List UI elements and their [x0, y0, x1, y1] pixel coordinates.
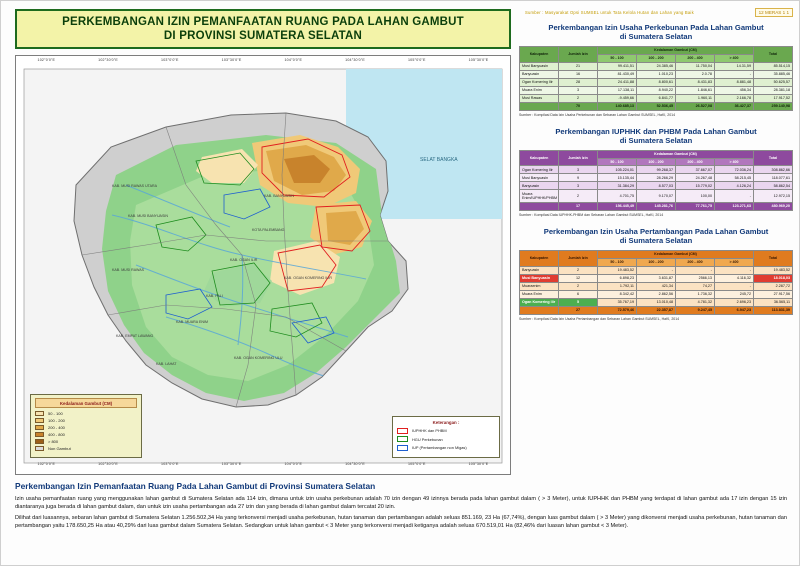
- cell-d1: 15.135,44: [598, 174, 637, 182]
- th-group-depth: Kedalaman Gambut (CM): [598, 250, 754, 258]
- cell-d2: 2.862,56: [637, 290, 676, 298]
- table-iuphhk: [519, 150, 793, 211]
- th-total: Total: [754, 150, 793, 166]
- map-grid-label: 105°0'0"E: [407, 58, 426, 62]
- cell-d2: 28.266,29: [637, 174, 676, 182]
- cell-total-label: [520, 306, 559, 314]
- cell-d1: 81.430,49: [598, 70, 637, 78]
- cell-izin: 3: [559, 166, 598, 174]
- cell-kabupaten: Musi Rawas: [520, 94, 559, 102]
- svg-text:KAB. MUSI RAWAS: KAB. MUSI RAWAS: [112, 268, 145, 272]
- map-grid-label: 105°30'0"E: [468, 462, 489, 466]
- svg-text:KAB. EMPAT LAWANG: KAB. EMPAT LAWANG: [116, 334, 154, 338]
- cell-d3: 15.779,02: [676, 182, 715, 190]
- th-group-depth: Kedalaman Gambut (CM): [598, 46, 754, 54]
- legend-swatch-icon: [35, 432, 44, 437]
- table-row: [520, 282, 793, 290]
- cell-kabupaten: Banyuasin: [520, 182, 559, 190]
- cell-total-d4: 123.271,63: [715, 203, 754, 211]
- cell-d2: 9.170,07: [637, 190, 676, 203]
- cell-total-izin: 70: [559, 102, 598, 110]
- map-grid-label: 102°0'0"E: [37, 58, 56, 62]
- legend-permit-item: [397, 436, 495, 442]
- cell-d3: 8.431,83: [676, 78, 715, 86]
- cell-d3: 24.267,48: [676, 174, 715, 182]
- cell-d2: -: [637, 266, 676, 274]
- cell-total-d3: 9.247,45: [676, 306, 715, 314]
- table2-title-line2: di Sumatera Selatan: [619, 136, 693, 146]
- legend-depth-title: Kedalaman Gambut (CM): [35, 398, 137, 408]
- legend-depth-label: Non Gambut: [48, 446, 71, 451]
- svg-text:KAB. MUSI BANYUASIN: KAB. MUSI BANYUASIN: [128, 214, 168, 218]
- table1-title: [519, 23, 793, 42]
- legend-outline-icon: [397, 428, 408, 434]
- table-row: [520, 70, 793, 78]
- cell-d1: -9.459,66: [598, 94, 637, 102]
- legend-depth-item: [35, 432, 137, 437]
- legend-swatch-icon: [35, 411, 44, 416]
- map-grid-label: 104°30'0"E: [345, 58, 365, 62]
- cell-d1: 105.224,01: [598, 166, 637, 174]
- svg-text:SELAT BANGKA: SELAT BANGKA: [420, 157, 458, 163]
- legend-depth-label: 200 - 400: [48, 425, 65, 430]
- svg-text:KOTA PALEMBANG: KOTA PALEMBANG: [252, 228, 285, 232]
- th-depth-4: > 400: [715, 258, 754, 266]
- cell-d1: 4.701,75: [598, 190, 637, 203]
- cell-kabupaten: Muara Enim/IUPHHK/PHBM: [520, 190, 559, 203]
- cell-d4: 245,72: [715, 290, 754, 298]
- map-legend-depth: [30, 394, 142, 458]
- cell-total-sum: 113.831,39: [754, 306, 793, 314]
- cell-kabupaten: Banyuasin: [520, 266, 559, 274]
- cell-d2: 1.010,23: [637, 70, 676, 78]
- th-group-depth: Kedalaman Gambut (CM): [598, 150, 754, 158]
- cell-kabupaten: Muaraenim: [520, 282, 559, 290]
- cell-total-d2: 52.536,45: [637, 102, 676, 110]
- cell-d1: 8.342,42: [598, 290, 637, 298]
- table1-title-line1: Perkembangan Izin Usaha Perkebunan Pada Lahan Gambut: [548, 23, 764, 32]
- th-depth-2: 100 - 200: [637, 158, 676, 166]
- th-depth-1: 50 - 100: [598, 158, 637, 166]
- section-iuphhk: [519, 127, 793, 217]
- table-row: [520, 78, 793, 86]
- legend-depth-label: 50 - 100: [48, 411, 63, 416]
- cell-kabupaten: Banyuasin: [520, 70, 559, 78]
- th-depth-1: 50 - 100: [598, 258, 637, 266]
- cell-d2: 8.800,61: [637, 78, 676, 86]
- svg-text:KAB. BANYUASIN: KAB. BANYUASIN: [264, 194, 294, 198]
- table3-source: Sumber : Kompilasi Data Izin Usaha Pertambangan dan Sebaran Lahan Gambut SUMSEL, HaKI, 2014: [519, 316, 680, 321]
- cell-d4: -: [715, 266, 754, 274]
- page-title-line1: PERKEMBANGAN IZIN PEMANFAATAN RUANG PADA LAHAN GAMBUT: [62, 15, 464, 28]
- narrative-paragraph-1: Izin usaha pemanfaatan ruang yang menggunakan lahan gambut di Sumatera Selatan ada 114 izin, dimana untuk izin usaha perkebunan adalah 70 izin dengan 49 izinnya berada pada lahan gambut dalam ( > 3 Meter), untuk IUPHHK dan PHBM yang terdapat di lahan gambut ada 17 izin dengan 15 izin diantaranya juga berada di lahan gambut dalam, dan untuk izin usaha pertambangan ada 27 izin dan yang berada di lahan gambut dalam tercatat 20 izin.: [15, 496, 787, 511]
- legend-permit-item: [397, 428, 495, 434]
- th-total: Total: [754, 46, 793, 62]
- cell-d3: 4.781,32: [676, 298, 715, 306]
- cell-d3: 1.960,11: [676, 94, 715, 102]
- table-total-row: [520, 203, 793, 211]
- cell-d3: 2566,13: [676, 274, 715, 282]
- table3-title-line2: di Sumatera Selatan: [619, 236, 693, 246]
- cell-d1: 1.792,11: [598, 282, 637, 290]
- cell-total-d4: 36.427,37: [715, 102, 754, 110]
- map-grid-label: 103°0'0"E: [161, 58, 179, 62]
- table-total-row: [520, 102, 793, 110]
- cell-d4: 456,34: [715, 86, 754, 94]
- th-kabupaten: Kabupaten: [520, 250, 559, 266]
- cell-kabupaten: Musi Banyuasin: [520, 62, 559, 70]
- cell-d2: 3.631,87: [637, 274, 676, 282]
- cell-total: 85.514,15: [754, 62, 793, 70]
- table3-title: [519, 227, 793, 246]
- cell-d1: 35.767,19: [598, 298, 637, 306]
- map-grid-label: 103°0'0"E: [161, 462, 179, 466]
- legend-depth-item: [35, 446, 137, 451]
- cell-d2: 421,34: [637, 282, 676, 290]
- legend-depth-item: [35, 411, 137, 416]
- cell-d1: 99.411,51: [598, 62, 637, 70]
- cell-d4: -: [715, 70, 754, 78]
- cell-d4: 8.881,48: [715, 78, 754, 86]
- legend-permit-item: [397, 445, 495, 451]
- cell-d2: 8.940,22: [637, 86, 676, 94]
- cell-d2: 6.841,77: [637, 94, 676, 102]
- cell-d3: 100,00: [676, 190, 715, 203]
- legend-depth-item: [35, 425, 137, 430]
- table-pertambangan: [519, 250, 793, 315]
- map-grid-label: 102°30'0"E: [98, 58, 118, 62]
- cell-izin: 28: [559, 78, 598, 86]
- page-title-line2: DI PROVINSI SUMATERA SELATAN: [163, 30, 363, 42]
- cell-total-label: [520, 102, 559, 110]
- cell-total: 36.565,11: [754, 298, 793, 306]
- svg-text:KAB. PALI: KAB. PALI: [206, 294, 223, 298]
- table-total-row: [520, 306, 793, 314]
- cell-d2: 8.577,03: [637, 182, 676, 190]
- legend-swatch-icon: [35, 446, 44, 451]
- cell-d4: 72.036,24: [715, 166, 754, 174]
- map-grid-label: 103°30'0"E: [221, 462, 242, 466]
- cell-total: 58.862,54: [754, 182, 793, 190]
- legend-depth-item: [35, 439, 137, 444]
- cell-kabupaten: Musi Banyuasin: [520, 274, 559, 282]
- legend-swatch-icon: [35, 425, 44, 430]
- map-grid-label: 102°0'0"E: [37, 462, 56, 466]
- map-grid-label: 104°30'0"E: [345, 462, 365, 466]
- cell-izin: 2: [559, 94, 598, 102]
- cell-total-d3: 26.527,08: [676, 102, 715, 110]
- th-jumlah-izin: Jumlah Izin: [559, 250, 598, 266]
- cell-izin: 2: [559, 190, 598, 203]
- cell-total-izin: 17: [559, 203, 598, 211]
- cell-d3: 2.0.78: [676, 70, 715, 78]
- narrative-section: [15, 481, 787, 533]
- cell-d4: -: [715, 190, 754, 203]
- map-grid-label: 105°30'0"E: [468, 58, 489, 62]
- cell-d2: 13.010,48: [637, 298, 676, 306]
- table-row: [520, 290, 793, 298]
- table2-title-line1: Perkembangan IUPHHK dan PHBM Pada Lahan Gambut: [555, 126, 757, 136]
- th-depth-3: 200 - 400: [676, 54, 715, 62]
- table1-title-line2: di Sumatera Selatan: [619, 32, 693, 42]
- cell-total: 50.625,57: [754, 78, 793, 86]
- legend-swatch-icon: [35, 418, 44, 423]
- table2-title: [519, 127, 793, 146]
- cell-d1: 19.483,52: [598, 266, 637, 274]
- section-perkebunan: [519, 23, 793, 117]
- table-row: [520, 298, 793, 306]
- cell-total-d1: 72.579,46: [598, 306, 637, 314]
- cell-total-izin: 27: [559, 306, 598, 314]
- th-depth-1: 50 - 100: [598, 54, 637, 62]
- cell-d4: 4.126,24: [715, 182, 754, 190]
- cell-izin: 5: [559, 298, 598, 306]
- cell-izin: 12: [559, 274, 598, 282]
- legend-swatch-icon: [35, 439, 44, 444]
- legend-permit-title: Keterangan :: [432, 419, 460, 425]
- cell-kabupaten: Ogan Komering Ilir: [520, 298, 559, 306]
- cell-total-d1: 156.445,49: [598, 203, 637, 211]
- map-grid-label: 104°0'0"E: [284, 462, 303, 466]
- cell-d4: -: [715, 282, 754, 290]
- page-title: [15, 9, 511, 49]
- table-row: [520, 182, 793, 190]
- cell-d3: -: [676, 266, 715, 274]
- cell-d1: 31.384,29: [598, 182, 637, 190]
- cell-izin: 21: [559, 62, 598, 70]
- cell-d2: 99.268,37: [637, 166, 676, 174]
- table-row: [520, 190, 793, 203]
- cell-d4: 2.696,23: [715, 298, 754, 306]
- cell-total-sum: 259.140,98: [754, 102, 793, 110]
- map-longitude-labels-bottom: [16, 462, 510, 472]
- cell-total-d4: 6.947,23: [715, 306, 754, 314]
- table1-source: Sumber : Kompilasi Data Izin Usaha Perkebunan dan Sebaran Lahan Gambut SUMSEL, HaKI, 2014: [519, 112, 676, 117]
- legend-outline-icon: [397, 436, 408, 442]
- svg-text:KAB. LAHAT: KAB. LAHAT: [156, 362, 177, 366]
- cell-izin: 2: [559, 282, 598, 290]
- table-row: [520, 94, 793, 102]
- cell-d3: 11.750,04: [676, 62, 715, 70]
- svg-text:KAB. OGAN KOMERING ILIR: KAB. OGAN KOMERING ILIR: [284, 276, 332, 280]
- table2-source: Sumber : Kompilasi Data IUPHHK-PHBM dan Sebaran Lahan Gambut SUMSEL, HaKI, 2014: [519, 213, 664, 217]
- map-panel[interactable]: [15, 55, 511, 475]
- cell-d4: 2.166,78: [715, 94, 754, 102]
- table3-title-line1: Perkembangan Izin Usaha Pertambangan Pada Lahan Gambut: [543, 227, 769, 236]
- cell-d1: 6.898,23: [598, 274, 637, 282]
- th-total: Total: [754, 250, 793, 266]
- cell-total-d2: 22.357,87: [637, 306, 676, 314]
- cell-d3: 74,27: [676, 282, 715, 290]
- legend-permit-label: IUP (Pertambangan non Migas): [412, 445, 467, 450]
- cell-d3: 1.736,32: [676, 290, 715, 298]
- legend-depth-label: 100 - 200: [48, 418, 65, 423]
- credit-text: Sumber : Masyarakat Opsi SUMSEL untuk Tata Kelola Hutan dan Lahan yang Baik: [525, 9, 694, 15]
- cell-total: 17.917,52: [754, 94, 793, 102]
- map-grid-label: 104°0'0"E: [284, 58, 303, 62]
- poster-credit-bar: [525, 5, 793, 19]
- cell-d4: 58.215,45: [715, 174, 754, 182]
- cell-izin: 16: [559, 70, 598, 78]
- legend-outline-icon: [397, 445, 408, 451]
- cell-total-d2: 145.281,76: [637, 203, 676, 211]
- th-depth-3: 200 - 400: [676, 258, 715, 266]
- cell-total-d1: 140.685,13: [598, 102, 637, 110]
- legend-permit-label: HGU Perkebunan: [412, 436, 443, 442]
- svg-text:KAB. OGAN ILIR: KAB. OGAN ILIR: [230, 258, 258, 262]
- cell-total: 27.917,56: [754, 290, 793, 298]
- cell-total-label: [520, 203, 559, 211]
- cell-d2: 24.385,46: [637, 62, 676, 70]
- th-depth-3: 200 - 400: [676, 158, 715, 166]
- cell-total: 2.287,72: [754, 282, 793, 290]
- th-depth-4: > 400: [715, 158, 754, 166]
- svg-text:KAB. OGAN KOMERING ULU: KAB. OGAN KOMERING ULU: [234, 356, 283, 360]
- credit-badge: 12 MERAS 1 1: [755, 8, 793, 17]
- cell-total-sum: 480.969,20: [754, 203, 793, 211]
- legend-depth-label: 400 - 800: [48, 432, 65, 437]
- legend-permit-label: IUPHHK dan PHBM: [412, 428, 447, 433]
- th-jumlah-izin: Jumlah Izin: [559, 150, 598, 166]
- cell-izin: 2: [559, 266, 598, 274]
- svg-text:KAB. MUSI RAWAS UTARA: KAB. MUSI RAWAS UTARA: [112, 184, 157, 188]
- table-row: [520, 174, 793, 182]
- cell-kabupaten: Ogan Komering Ilir: [520, 166, 559, 174]
- map-grid-label: 102°30'0"E: [98, 462, 118, 466]
- table-row: [520, 86, 793, 94]
- cell-total: 308.862,66: [754, 166, 793, 174]
- table-row: [520, 266, 793, 274]
- map-grid-label: 105°0'0"E: [407, 462, 426, 466]
- cell-kabupaten: Musi Banyuasin: [520, 174, 559, 182]
- th-jumlah-izin: Jumlah Izin: [559, 46, 598, 62]
- cell-total-d3: 77.761,75: [676, 203, 715, 211]
- cell-izin: 6: [559, 290, 598, 298]
- cell-izin: 3: [559, 86, 598, 94]
- cell-d4: 14.31,59: [715, 62, 754, 70]
- cell-total: 12.972,15: [754, 190, 793, 203]
- th-depth-4: > 400: [715, 54, 754, 62]
- cell-total: 18.018,03: [754, 274, 793, 282]
- legend-depth-item: [35, 418, 137, 423]
- table-row: [520, 274, 793, 282]
- table-perkebunan: [519, 46, 793, 111]
- cell-d1: 24.411,88: [598, 78, 637, 86]
- th-kabupaten: Kabupaten: [520, 46, 559, 62]
- map-grid-label: 103°30'0"E: [221, 58, 242, 62]
- cell-d3: 37.667,07: [676, 166, 715, 174]
- cell-total: 19.483,52: [754, 266, 793, 274]
- cell-d4: 4.116,32: [715, 274, 754, 282]
- cell-d1: 17.138,11: [598, 86, 637, 94]
- svg-text:KAB. MUARA ENIM: KAB. MUARA ENIM: [176, 320, 208, 324]
- cell-total: 118.077,61: [754, 174, 793, 182]
- legend-depth-label: > 800: [48, 439, 59, 444]
- cell-kabupaten: Ogan Komering Ilir: [520, 78, 559, 86]
- cell-total: 35.885,46: [754, 70, 793, 78]
- map-legend-permit: [392, 416, 500, 459]
- cell-kabupaten: Muara Enim: [520, 290, 559, 298]
- cell-izin: 9: [559, 174, 598, 182]
- cell-d3: 1.846,61: [676, 86, 715, 94]
- narrative-paragraph-2: Dilihat dari luasannya, sebaran lahan gambut di Sumatera Selatan 1.256.502,34 Ha yang terkonversi menjadi usaha perkebunan, hutan tanaman dan pertambangan adalah seluas 851.169, 23 Ha (67,74%), dengan luas gambut dalam ( > 3 Meter) yang dikonversi menjadi usaha perkebunan, hutan tanaman dan pertambangan yaitu 178.650,25 Ha atau 40,29% dari luas gambut dalam Sumatera Selatan. Sedangkan untuk lahan gambut < 3 Meter yang terkonversi menjadi ketiganya adalah seluas 670.519,01 Ha (82,46% dari luasan lahan gambut < 3 Meter).: [15, 515, 787, 530]
- table-row: [520, 166, 793, 174]
- cell-kabupaten: Muara Enim: [520, 86, 559, 94]
- narrative-heading: Perkembangan Izin Pemanfaatan Ruang Pada Lahan Gambut di Provinsi Sumatera Selatan: [15, 481, 376, 491]
- th-depth-2: 100 - 200: [637, 54, 676, 62]
- th-kabupaten: Kabupaten: [520, 150, 559, 166]
- cell-total: 28.381,18: [754, 86, 793, 94]
- table-row: [520, 62, 793, 70]
- th-depth-2: 100 - 200: [637, 258, 676, 266]
- section-pertambangan: [519, 227, 793, 321]
- tables-column: [519, 23, 793, 331]
- cell-izin: 3: [559, 182, 598, 190]
